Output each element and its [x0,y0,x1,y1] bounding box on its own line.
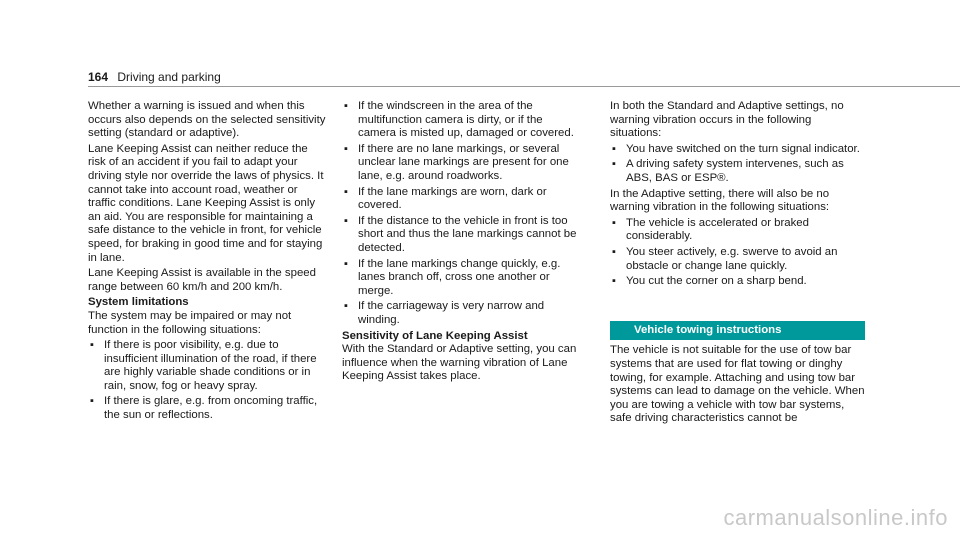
list-item: ▪ The vehicle is accelerated or braked considerably. [612,216,809,243]
paragraph: The system may be impaired or may not function in the following situations: [88,309,292,336]
paragraph: In the Adaptive setting, there will also be no warning vibration in the following situations: [610,187,830,214]
list-item: ▪ If there is glare, e.g. from oncoming traffic, the sun or reflections. [90,395,318,422]
list-item: ▪ If the lane markings change quickly, e.g. lanes branch off, cross one another or merge. [344,257,561,297]
list-item: ▪ If there is poor visibility, e.g. due to insufficient illumination of the road, if there are highly variable shade conditions or in rain, snow, fog or heavy spray. [90,339,317,392]
paragraph: The vehicle is not suitable for the use of tow bar systems that are used for flat towing or dinghy towing, for example. Attaching and using tow bar systems can lead to damage on the vehicle. When you are towing a vehicle with tow bar systems, safe driving characteristics cannot be [610,344,865,425]
list-item: ▪ If the distance to the vehicle in front is too short and thus the lane markings cannot be detected. [344,214,577,254]
bullet-list [610,143,865,186]
bullet-icon: ▪ [90,339,94,352]
bullet-icon: ▪ [612,158,616,171]
paragraph: Lane Keeping Assist can neither reduce the risk of an accident if you fail to adapt your driving style nor override the laws of physics. It cannot take into account road, weather or traffic conditions. Lane Keeping Assist is only an aid. You are responsible for maintaining a safe distance to the vehicle in front, for vehicle speed, for braking in good time and for staying in lane. [88,142,324,264]
page-number: 164 [88,70,109,84]
bullet-icon: ▪ [612,245,616,258]
list-item: ▪ If there are no lane markings, or several unclear lane markings are present for one lane, e.g. around roadworks. [344,142,569,182]
list-item: ▪ You cut the corner on a sharp bend. [612,275,807,288]
page-header [88,70,221,84]
bullet-icon: ▪ [612,216,616,229]
list-item: ▪ A driving safety system intervenes, such as ABS, BAS or ESP®. [612,158,844,184]
paragraph: In both the Standard and Adaptive settings, no warning vibration occurs in the following situations: [610,100,844,140]
column-left [88,100,328,425]
watermark: carmanualsonline.info [723,505,948,530]
column-middle [342,100,582,386]
bullet-list [610,217,865,289]
list-item: ▪ If the carriageway is very narrow and winding. [344,300,545,326]
bullet-icon: ▪ [612,275,616,288]
bullet-icon: ▪ [612,142,616,155]
bullet-icon: ▪ [344,214,348,227]
paragraph: Lane Keeping Assist is available in the speed range between 60 km/h and 200 km/h. [88,267,316,293]
section-bar-towing: Vehicle towing instructions [610,321,865,341]
bullet-list [88,339,328,423]
list-item: ▪ If the windscreen in the area of the multifunction camera is dirty, or if the camera is misted up, damaged or covered. [344,100,574,140]
bullet-icon: ▪ [344,300,348,313]
paragraph: With the Standard or Adaptive setting, you can influence when the warning vibration of Lane Keeping Assist takes place. [342,343,577,383]
bullet-icon: ▪ [344,100,348,112]
list-item: ▪ You have switched on the turn signal indicator. [612,142,860,155]
heading-system-limitations: System limitations [88,296,189,309]
bullet-icon: ▪ [344,142,348,155]
header-divider [88,86,960,87]
bullet-icon: ▪ [344,257,348,270]
list-item: ▪ If the lane markings are worn, dark or covered. [344,185,547,212]
paragraph: Whether a warning is issued and when this occurs also depends on the selected sensitivity setting (standard or adaptive). [88,100,326,140]
section-title: Driving and parking [117,70,221,84]
bullet-icon: ▪ [344,185,348,198]
list-item: ▪ You steer actively, e.g. swerve to avoid an obstacle or change lane quickly. [612,245,838,272]
heading-sensitivity: Sensitivity of Lane Keeping Assist [342,329,528,342]
column-right [610,100,865,428]
bullet-icon: ▪ [90,395,94,408]
bullet-list [342,100,582,328]
